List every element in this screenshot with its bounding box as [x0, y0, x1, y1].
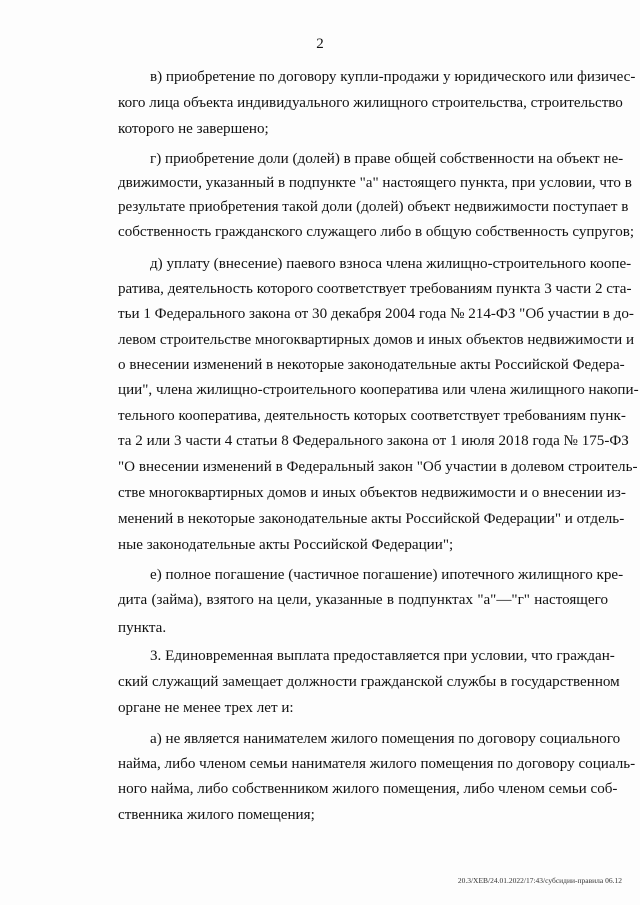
text-line: тельного кооператива, деятельность которых соответствует требованиям пунк- [118, 408, 626, 424]
text-line: менений в некоторые законодательные акты Российской Федерации" и отдель- [118, 511, 625, 527]
text-line: органе не менее трех лет и: [118, 700, 294, 716]
text-line: та 2 или 3 части 4 статьи 8 Федерального закона от 1 июля 2018 года № 175-ФЗ [118, 433, 629, 449]
text-line: 3. Единовременная выплата предоставляется при условии, что граждан- [150, 648, 615, 664]
text-line: ции", члена жилищно-строительного кооператива или члена жилищного накопи- [118, 382, 639, 398]
text-line: левом строительстве многоквартирных домов и иных объектов недвижимости и [118, 332, 635, 348]
text-line: "О внесении изменений в Федеральный закон "Об участии в долевом строитель- [118, 459, 638, 475]
page-number: 2 [316, 36, 324, 52]
document-footer: 20.3/ХЕВ/24.01.2022/17:43/субсидии-правила 06.12 [457, 876, 622, 885]
text-line: е) полное погашение (частичное погашение) ипотечного жилищного кре- [150, 567, 624, 583]
text-line: кого лица объекта индивидуального жилищного строительства, строительство [118, 95, 623, 111]
text-line: ратива, деятельность которого соответствует требованиям пункта 3 части 2 ста- [118, 281, 632, 297]
text-line: собственность гражданского служащего либо в общую собственность супругов; [118, 224, 635, 240]
text-line: ственника жилого помещения; [118, 807, 315, 823]
text-line: а) не является нанимателем жилого помещения по договору социального [150, 731, 621, 747]
text-line: результате приобретения такой доли (долей) объект недвижимости поступает в [118, 199, 629, 215]
text-line: ного найма, либо собственником жилого помещения, либо членом семьи соб- [118, 781, 618, 797]
text-line: г) приобретение доли (долей) в праве общей собственности на объект не- [150, 151, 624, 167]
text-line: ский служащий замещает должности гражданской службы в государственном [118, 674, 620, 690]
text-line: которого не завершено; [118, 121, 269, 137]
text-line: пункта. [118, 620, 167, 636]
text-line: д) уплату (внесение) паевого взноса члена жилищно-строительного коопе- [150, 256, 632, 272]
text-line: ные законодательные акты Российской Федерации"; [118, 537, 454, 553]
text-line: тьи 1 Федерального закона от 30 декабря 2004 года № 214-ФЗ "Об участии в до- [118, 306, 634, 322]
text-line: дита (займа), взятого на цели, указанные в подпунктах "а"—"г" настоящего [118, 592, 608, 608]
text-line: в) приобретение по договору купли-продажи у юридического или физичес- [150, 69, 636, 85]
text-line: найма, либо членом семьи нанимателя жилого помещения по договору социаль- [118, 756, 636, 772]
text-line: движимости, указанный в подпункте "а" настоящего пункта, при условии, что в [118, 175, 632, 191]
text-line: о внесении изменений в некоторые законодательные акты Российской Федера- [118, 357, 625, 373]
text-line: стве многоквартирных домов и иных объектов недвижимости и о внесении из- [118, 485, 626, 501]
